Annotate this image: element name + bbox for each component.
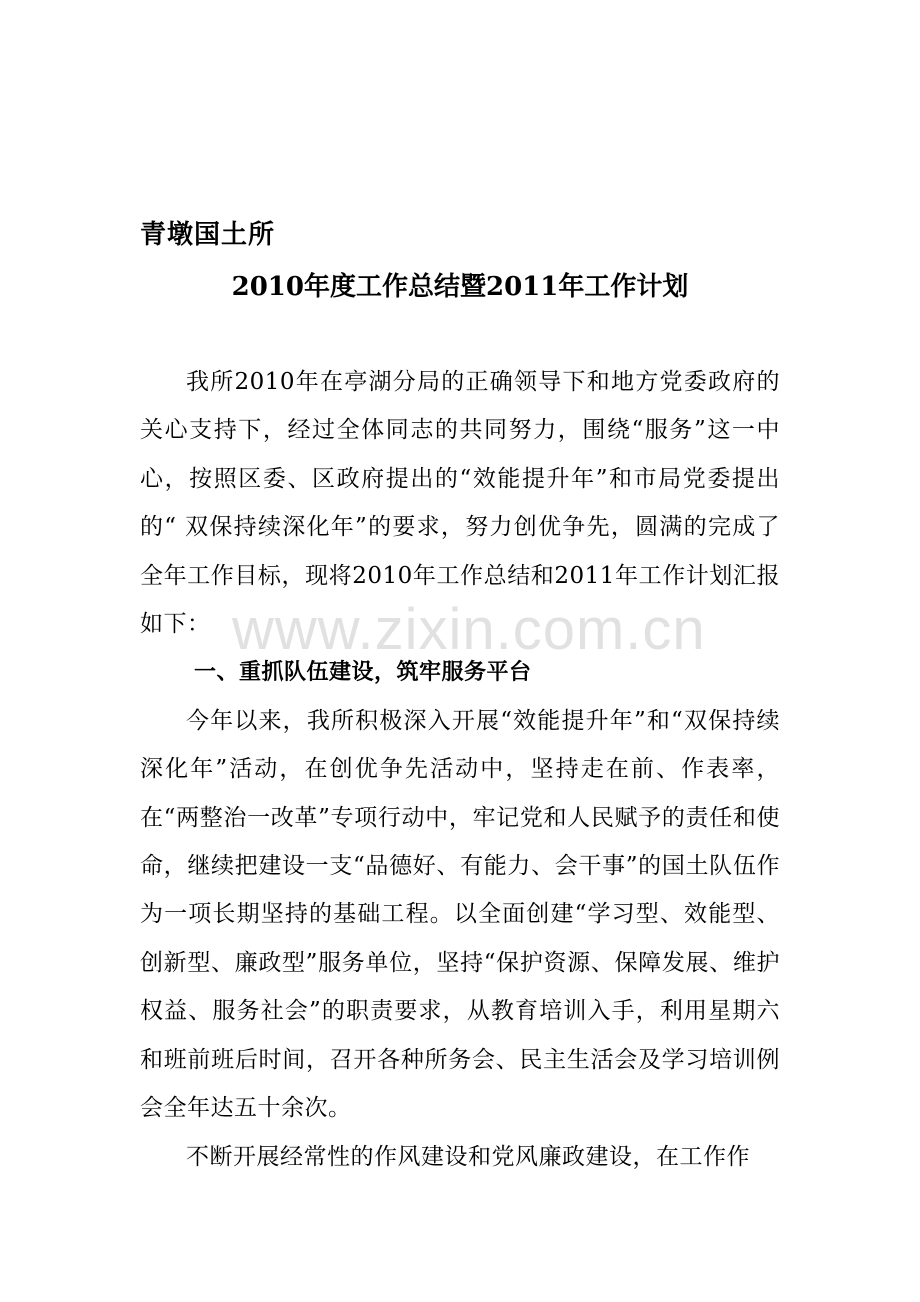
section-paragraph: 今年以来，我所积极深入开展“效能提升年”和“双保持续深化年”活动，在创优争先活动中，坚持走在前、作表率，在“两整治一改革”专项行动中，牢记党和人民赋予的责任和使命，继续把建设一支“品德好、有能力、会干事”的国土队伍作为一项长期坚持的基础工程。以全面创建“学习型、效能型、创新型、廉政型”服务单位，坚持“保护资源、保障发展、维护权益、服务社会”的职责要求，从教育培训入手，利用星期六和班前班后时间，召开各种所务会、民主生活会及学习培训例会全年达五十余次。 xyxy=(140,707,780,1122)
document-title: 2010年度工作总结暨2011年工作计划 xyxy=(231,272,689,302)
organization-name: 青墩国土所 xyxy=(140,220,276,250)
watermark-text: www.zixin.com.cn xyxy=(232,597,706,662)
document-body xyxy=(140,358,780,1181)
intro-paragraph: 我所2010年在亭湖分局的正确领导下和地方党委政府的关心支持下，经过全体同志的共同努力，围绕“服务”这一中心，按照区委、区政府提出的“效能提升年”和市局党委提出的“ 双保持续深化年”的要求，努力创优争先，圆满的完成了全年工作目标，现将2010年工作总结和2011年工作计划汇报如下： xyxy=(140,369,780,638)
section-heading: 一、重抓队伍建设，筑牢服务平台 xyxy=(194,659,532,686)
continuation-paragraph: 不断开展经常性的作风建设和党风廉政建设，在工作作 xyxy=(186,1143,750,1170)
